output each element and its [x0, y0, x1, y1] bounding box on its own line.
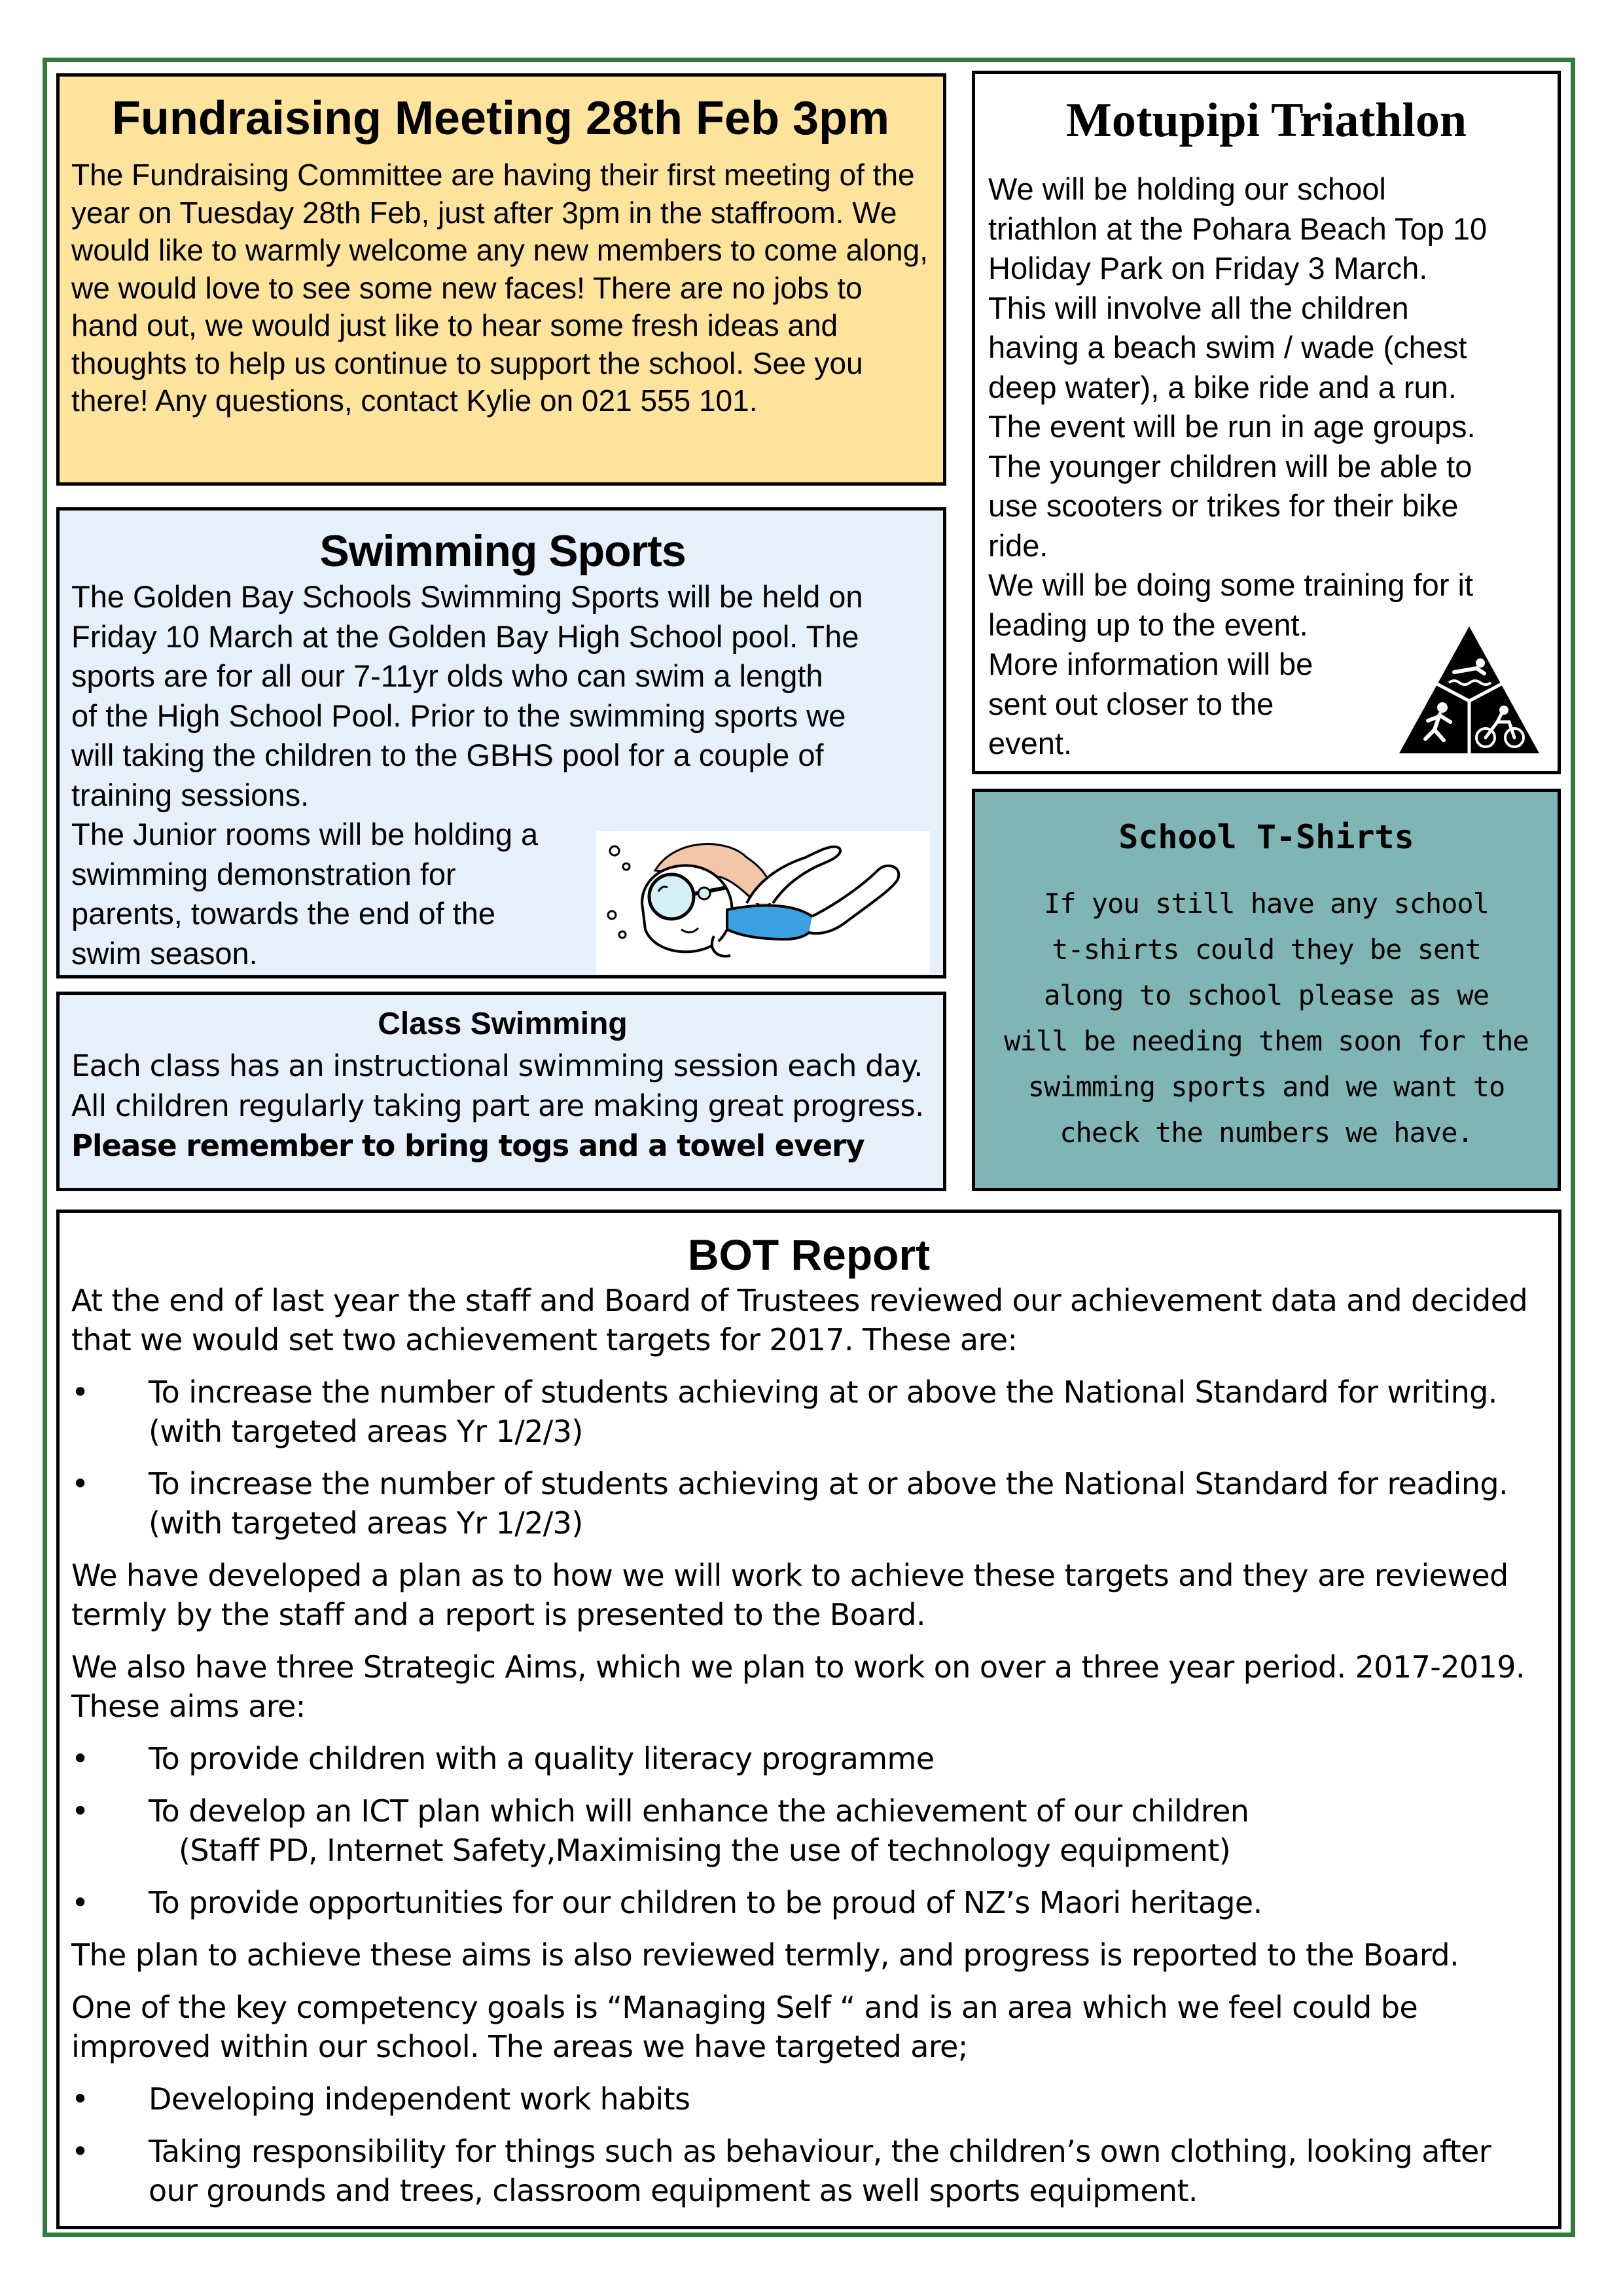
list-item: • To provide children with a quality literacy programme	[71, 1739, 1546, 1778]
list-item: • To provide opportunities for our children to be proud of NZ’s Maori heritage.	[71, 1883, 1546, 1922]
fundraising-panel	[56, 73, 946, 486]
tshirts-panel	[972, 789, 1561, 1191]
areas-list	[71, 2079, 1546, 2210]
class-swimming-line: All children regularly taking part are making great progress.	[71, 1088, 924, 1123]
bot-competency: One of the key competency goals is “Managing Self “ and is an area which we feel could be improved within our school. The areas we have targeted are;	[71, 1990, 1418, 2064]
swimming-sports-title: Swimming Sports	[319, 526, 686, 576]
bullet-icon: •	[71, 2081, 89, 2117]
class-swimming-line: Each class has an instructional swimming session each day.	[71, 1049, 923, 1083]
bullet-icon: •	[71, 1885, 89, 1920]
aim-sub-note: (Staff PD, Internet Safety,Maximising the use of technology equipment)	[179, 1833, 1231, 1868]
triathlon-body: We will be holding our school triathlon at the Pohara Beach Top 10 Holiday Park on Friday 3 March. This will involve all the children having a beach swim / wade (chest deep water), a bike ride and a run. The event will be run in age groups. The younger children will be able to use scooters or trikes for their bike ride. We will be doing some training for it leading up to the event. More information will be sent out closer to the event.	[988, 171, 1488, 761]
list-item: • To develop an ICT plan which will enhance the achievement of our children (Staff PD, Internet Safety,Maximising the use of technology equipment)	[71, 1791, 1546, 1870]
bullet-icon: •	[71, 1741, 89, 1776]
list-item: • Taking responsibility for things such as behaviour, the children’s own clothing, looking after our grounds and trees, classroom equipment as well sports equipment.	[71, 2132, 1546, 2210]
list-item: • To increase the number of students achieving at or above the National Standard for reading. (with targeted areas Yr 1/2/3)	[71, 1464, 1546, 1543]
swimming-sports-body: The Golden Bay Schools Swimming Sports will be held on Friday 10 March at the Golden Bay High School pool. The sports are for all our 7-11yr olds who can swim a length of the High School Pool. Prior to the swimming sports we will taking the children to the GBHS pool for a couple of training sessions. The Junior rooms will be holding a swimming demonstration for parents, towards the end of the swim season.	[71, 579, 863, 971]
list-item: • To increase the number of students achieving at or above the National Standard for writing. (with targeted areas Yr 1/2/3)	[71, 1372, 1546, 1451]
bullet-icon: •	[71, 1374, 89, 1410]
triathlon-panel	[972, 71, 1561, 774]
bullet-icon: •	[71, 1793, 89, 1829]
triathlon-title: Motupipi Triathlon	[1065, 94, 1467, 147]
bot-intro: At the end of last year the staff and Board of Trustees reviewed our achievement data and decided that we would set two achievement targets for 2017. These are:	[71, 1283, 1528, 1357]
aims-list	[71, 1739, 1546, 1922]
bot-plan: We have developed a plan as to how we will work to achieve these targets and they are reviewed termly by the staff and a report is presented to the Board.	[71, 1558, 1508, 1632]
triathlon-icon	[1394, 617, 1544, 762]
bullet-icon: •	[71, 1466, 89, 1501]
list-item: • Developing independent work habits	[71, 2079, 1546, 2119]
swimming-sports-panel	[56, 507, 946, 978]
bot-aims-intro: We also have three Strategic Aims, which we plan to work on over a three year period. 2017-2019. These aims are:	[71, 1649, 1525, 1724]
targets-list	[71, 1372, 1546, 1543]
bot-report-panel	[56, 1210, 1561, 2229]
tshirts-body: If you still have any school t-shirts could they be sent along to school please as we will be needing them soon for the swimming sports and we want to check the numbers we have.	[1004, 888, 1529, 1149]
fundraising-title: Fundraising Meeting 28th Feb 3pm	[111, 92, 890, 145]
bullet-icon: •	[71, 2134, 89, 2169]
swimmer-illustration	[596, 831, 930, 974]
class-swimming-reminder: Please remember to bring togs and a towel every	[71, 1128, 865, 1163]
class-swimming-panel	[56, 992, 946, 1191]
class-swimming-title: Class Swimming	[378, 1007, 628, 1041]
bot-report-title: BOT Report	[687, 1230, 931, 1279]
tshirts-title: School T-Shirts	[1118, 818, 1414, 856]
bot-review: The plan to achieve these aims is also reviewed termly, and progress is reported to the Board.	[71, 1937, 1459, 1973]
fundraising-body: The Fundraising Committee are having their first meeting of the year on Tuesday 28th Feb, just after 3pm in the staffroom. We would like to warmly welcome any new members to come along, we would love to see some new faces! There are no jobs to hand out, we would just like to hear some fresh ideas and thoughts to help us continue to support the school. See you there! Any questions, contact Kylie on 021 555 101.	[71, 158, 928, 418]
